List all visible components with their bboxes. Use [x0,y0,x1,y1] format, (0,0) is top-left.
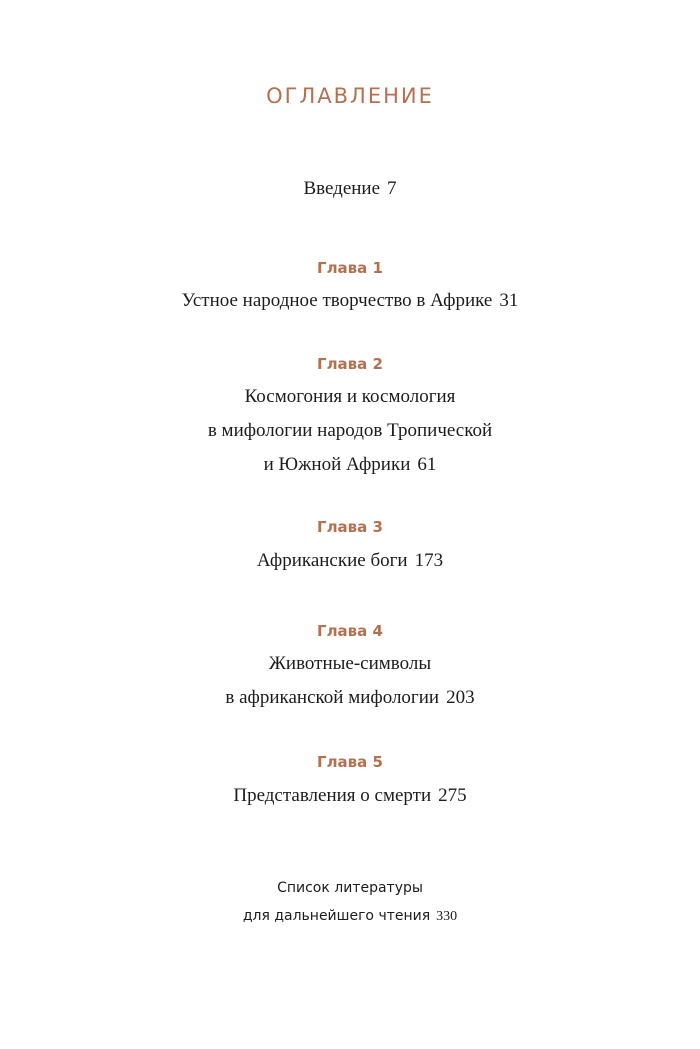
entry-title: Африканские боги [256,550,408,571]
page-number: 31 [499,290,519,311]
page-number: 173 [414,550,444,571]
entry-title: Устное народное творчество в Африке [181,290,493,311]
chapter-3-label: Глава 3 [317,518,383,536]
chapter-5-label: Глава 5 [317,753,383,771]
toc-entry-chapter-2-line-3 [0,454,700,476]
page-number: 203 [446,687,475,708]
toc-entry-chapter-1 [0,290,700,312]
toc-entry-chapter-5 [0,785,700,807]
entry-title: для дальнейшего чтения [242,908,431,924]
page-number: 330 [436,909,458,924]
entry-title: и Южной Африки [263,454,411,475]
chapter-2-label: Глава 2 [317,355,383,373]
chapter-4-label: Глава 4 [317,622,383,640]
chapter-1-label: Глава 1 [317,259,383,277]
entry-title: Представления о смерти [233,785,432,806]
page-number: 275 [438,785,467,806]
toc-entry-chapter-2-line-2: в мифологии народов Тропической [207,420,493,441]
page-number: 61 [417,454,437,475]
toc-entry-chapter-4-line-2 [0,687,700,709]
toc-entry-bibliography-line-1: Список литературы [277,880,423,896]
toc-entry-chapter-2-line-1: Космогония и космология [244,386,456,407]
toc-entry-introduction [0,178,700,200]
entry-title: в африканской мифологии [225,687,440,708]
entry-title: Введение [303,178,381,199]
toc-entry-chapter-3 [0,550,700,572]
page-title: ОГЛАВЛЕНИЕ [266,84,434,108]
toc-entry-chapter-4-line-1: Животные-символы [268,653,432,674]
toc-entry-bibliography-line-2 [0,908,700,925]
page-number: 7 [387,178,397,199]
